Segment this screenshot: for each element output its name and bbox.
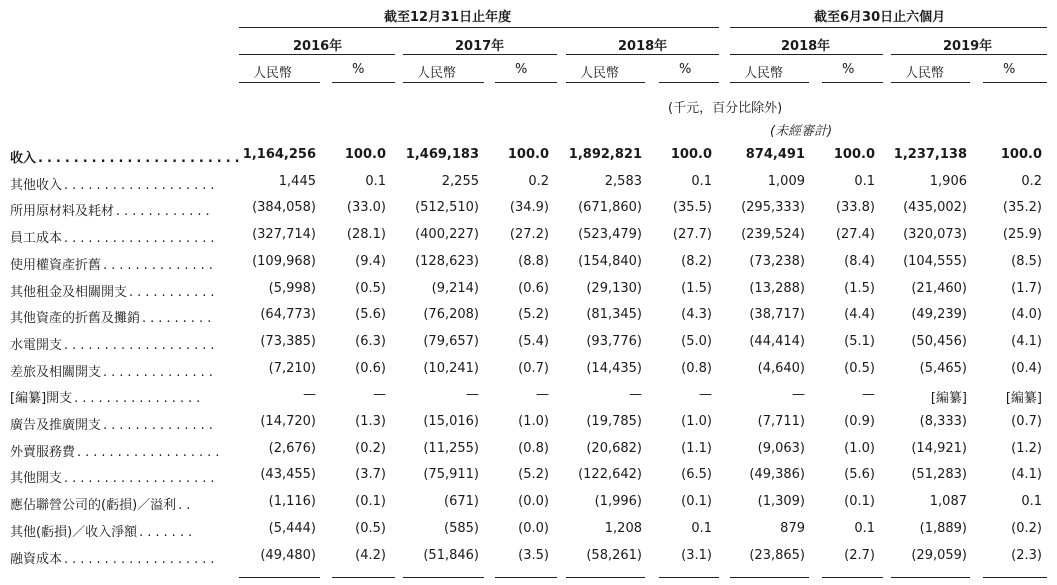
table-cell: (27.2) (509, 227, 549, 243)
table-cell: (0.6) (355, 360, 386, 376)
table-cell: (2,676) (268, 440, 316, 456)
year-header: 2018年 (618, 39, 668, 54)
row-label-text: 融資成本 (10, 551, 63, 567)
table-cell: (1,116) (268, 494, 316, 510)
table-cell: — (699, 387, 712, 403)
rmb-rule (730, 82, 809, 83)
table-cell: 0.1 (691, 520, 712, 536)
col-header-rmb: 人民幣 (417, 66, 457, 81)
table-cell: (8,333) (919, 414, 967, 429)
row-label-text: 應佔聯營公司的(虧損)／溢利 (10, 498, 177, 514)
table-cell: 100.0 (833, 147, 875, 162)
table-cell: 0.1 (1021, 494, 1042, 510)
table-cell: (0.8) (681, 360, 712, 376)
leader-dots: .. (178, 498, 195, 514)
table-cell: (7,711) (757, 414, 805, 429)
table-cell: (5.4) (518, 333, 549, 349)
row-label-text: 差旅及相關開支 (10, 364, 102, 380)
row-label (10, 307, 215, 326)
table-cell: (21,460) (911, 280, 967, 296)
leader-dots: ............ (116, 204, 214, 220)
table-cell: (1.3) (355, 414, 386, 429)
table-cell: (49,480) (260, 547, 316, 563)
table-cell: (2.3) (1011, 547, 1042, 563)
table-cell: (3.1) (681, 547, 712, 563)
bottom-rule-rmb (891, 577, 970, 578)
table-cell: (0.1) (355, 494, 386, 510)
table-cell: (4,640) (757, 360, 805, 376)
table-cell: 100.0 (507, 147, 549, 162)
table-cell: [編纂] (930, 391, 967, 407)
row-label (10, 227, 219, 246)
bottom-rule-rmb (239, 577, 320, 578)
table-cell: (38,717) (749, 307, 805, 323)
group-header-full-year: 截至12月31日止年度 (384, 10, 512, 25)
table-cell: 1,445 (278, 173, 316, 189)
table-cell: (8.2) (681, 253, 712, 269)
table-cell: (1.1) (681, 440, 712, 456)
table-cell: (29,130) (586, 280, 642, 296)
table-cell: (1.0) (844, 440, 875, 456)
leader-dots: ........... (129, 284, 219, 300)
table-cell: (2.7) (844, 547, 875, 563)
table-cell: — (862, 387, 875, 403)
leader-dots: ................ (74, 391, 205, 407)
table-cell: 1,469,183 (405, 147, 479, 162)
table-cell: 1,208 (604, 520, 642, 536)
table-cell: (435,002) (903, 200, 967, 216)
col-header-pct: % (1003, 62, 1016, 77)
table-cell: (1,996) (594, 494, 642, 510)
table-cell: (1,889) (919, 520, 967, 536)
table-cell: (671,860) (578, 200, 642, 216)
table-cell: (4.2) (355, 547, 386, 563)
table-cell: 1,009 (767, 173, 805, 189)
leader-dots: .............. (103, 364, 217, 380)
table-cell: 2,255 (441, 173, 479, 189)
row-label (10, 281, 218, 300)
row-label-text: 收入 (10, 151, 37, 166)
bottom-rule-pct (983, 577, 1047, 578)
table-cell: (81,345) (586, 307, 642, 323)
pct-rule (332, 82, 395, 83)
table-cell: (5.6) (355, 307, 386, 323)
table-cell: — (536, 387, 549, 403)
table-cell: (27.4) (835, 227, 875, 243)
row-label-text: 廣告及推廣開支 (10, 418, 102, 433)
leader-dots: .............. (103, 418, 217, 433)
table-cell: (43,455) (260, 467, 316, 483)
table-cell: (0.4) (1011, 360, 1042, 376)
row-label-text: 其他(虧損)／收入淨額 (10, 524, 138, 540)
rmb-rule (891, 82, 970, 83)
table-cell: (1.2) (1011, 440, 1042, 456)
row-label (10, 174, 219, 193)
table-cell: (0.7) (518, 360, 549, 376)
table-cell: (8.8) (518, 253, 549, 269)
table-cell: (6.5) (681, 467, 712, 483)
table-cell: (4.3) (681, 307, 712, 323)
table-cell: 100.0 (344, 147, 386, 162)
col-header-pct: % (352, 62, 365, 77)
table-cell: 874,491 (745, 147, 805, 162)
table-cell: (33.8) (835, 200, 875, 216)
rmb-rule (239, 82, 320, 83)
table-cell: (0.5) (844, 360, 875, 376)
table-cell: (0.8) (518, 440, 549, 456)
col-header-pct: % (515, 62, 528, 77)
table-cell: (5.2) (518, 307, 549, 323)
table-cell: 0.1 (854, 520, 875, 536)
table-cell: (122,642) (578, 467, 642, 483)
table-cell: (1.0) (681, 414, 712, 429)
leader-dots: ................... (64, 337, 219, 353)
table-cell: (23,865) (749, 547, 805, 563)
table-cell: [編纂] (1005, 391, 1042, 407)
table-cell: (295,333) (741, 200, 805, 216)
unit-note: (千元，百分比除外) (668, 101, 783, 116)
row-label (10, 441, 223, 460)
table-cell: (35.2) (1002, 200, 1042, 216)
col-header-rmb: 人民幣 (253, 66, 293, 81)
row-label (10, 254, 217, 273)
row-label-text: 水電開支 (10, 337, 63, 353)
table-cell: 2,583 (604, 173, 642, 189)
table-cell: 100.0 (670, 147, 712, 162)
table-cell: (27.7) (672, 227, 712, 243)
row-label-text: 其他開支 (10, 471, 63, 487)
table-cell: (320,073) (903, 227, 967, 243)
row-label (10, 494, 194, 513)
table-cell: (5,998) (268, 280, 316, 296)
col-header-pct: % (842, 62, 855, 77)
table-cell: (4.0) (1011, 307, 1042, 323)
table-cell: (4.1) (1011, 333, 1042, 349)
row-label (10, 521, 196, 540)
table-cell: (58,261) (586, 547, 642, 563)
table-cell: (8.4) (844, 253, 875, 269)
row-label (10, 147, 244, 166)
pct-rule (659, 82, 719, 83)
table-cell: (512,510) (415, 200, 479, 216)
row-label-text: 使用權資產折舊 (10, 257, 102, 273)
table-cell: (109,968) (252, 253, 316, 269)
table-cell: (5.2) (518, 467, 549, 483)
table-cell: (10,241) (423, 360, 479, 376)
table-cell: (1.0) (518, 414, 549, 429)
table-cell: (0.1) (844, 494, 875, 510)
table-cell: 100.0 (1000, 147, 1042, 162)
table-cell: (34.9) (509, 200, 549, 216)
table-cell: — (792, 387, 805, 403)
unaudited-note: (未經審計) (770, 124, 833, 139)
table-cell: (25.9) (1002, 227, 1042, 243)
table-cell: (104,555) (903, 253, 967, 269)
table-cell: (9.4) (355, 253, 386, 269)
row-label (10, 334, 219, 353)
table-cell: (1.5) (844, 280, 875, 296)
table-cell: (76,208) (423, 307, 479, 323)
table-cell: (585) (444, 520, 479, 536)
table-cell: (14,921) (911, 440, 967, 456)
table-cell: (33.0) (346, 200, 386, 216)
col-header-rmb: 人民幣 (744, 66, 784, 81)
row-label-text: 其他收入 (10, 177, 63, 193)
col-header-rmb: 人民幣 (580, 66, 620, 81)
table-cell: (4.1) (1011, 467, 1042, 483)
row-label (10, 414, 217, 433)
group-header-six-months: 截至6月30日止六個月 (814, 10, 946, 25)
pct-rule (822, 82, 883, 83)
table-cell: (0.5) (355, 520, 386, 536)
table-cell: 1,237,138 (893, 147, 967, 162)
table-cell: (384,058) (252, 200, 316, 216)
table-cell: 1,906 (929, 173, 967, 189)
table-cell: (19,785) (586, 414, 642, 429)
table-cell: (128,623) (415, 253, 479, 269)
row-label-text: [編纂]開支 (10, 391, 73, 407)
table-cell: (9,063) (757, 440, 805, 456)
col-header-pct: % (679, 62, 692, 77)
table-cell: (15,016) (423, 414, 479, 429)
table-cell: (20,682) (586, 440, 642, 456)
row-label-text: 外賣服務費 (10, 444, 76, 460)
bottom-rule-pct (659, 577, 719, 578)
table-cell: (0.1) (681, 494, 712, 510)
row-label-text: 員工成本 (10, 231, 63, 247)
table-cell: (5,444) (268, 520, 316, 536)
table-cell: (75,911) (423, 467, 479, 483)
table-cell: (4.4) (844, 307, 875, 323)
table-cell: (154,840) (578, 253, 642, 269)
table-cell: (5,465) (919, 360, 967, 376)
table-cell: — (373, 387, 386, 403)
table-cell: (239,524) (741, 227, 805, 243)
group-rule-six-months (730, 27, 1047, 28)
table-cell: (11,255) (423, 440, 479, 456)
year-rule (730, 54, 883, 55)
table-cell: (8.5) (1011, 253, 1042, 269)
table-cell: 0.2 (1021, 173, 1042, 189)
table-cell: (0.2) (355, 440, 386, 456)
table-cell: 1,892,821 (568, 147, 642, 162)
table-cell: (6.3) (355, 333, 386, 349)
table-cell: (5.6) (844, 467, 875, 483)
table-cell: — (466, 387, 479, 403)
bottom-rule-pct (495, 577, 557, 578)
year-header: 2019年 (943, 39, 993, 54)
table-cell: (0.9) (844, 414, 875, 429)
table-cell: (1,309) (757, 494, 805, 510)
leader-dots: ....... (139, 524, 197, 540)
bottom-rule-rmb (730, 577, 809, 578)
table-cell: (671) (444, 494, 479, 510)
table-cell: (0.2) (1011, 520, 1042, 536)
row-label (10, 200, 214, 219)
year-header: 2018年 (781, 39, 831, 54)
row-label-text: 其他資產的折舊及攤銷 (10, 311, 141, 327)
pct-rule (495, 82, 557, 83)
table-cell: (5.1) (844, 333, 875, 349)
table-cell: 1,164,256 (242, 147, 316, 162)
table-cell: (50,456) (911, 333, 967, 349)
table-cell: (93,776) (586, 333, 642, 349)
table-cell: 0.1 (365, 173, 386, 189)
bottom-rule-rmb (403, 577, 484, 578)
table-cell: (28.1) (346, 227, 386, 243)
table-cell: 0.1 (691, 173, 712, 189)
row-label-text: 所用原材料及耗材 (10, 204, 115, 220)
table-cell: 0.1 (854, 173, 875, 189)
bottom-rule-pct (822, 577, 883, 578)
year-header: 2016年 (293, 39, 343, 54)
year-header: 2017年 (455, 39, 505, 54)
leader-dots: .............. (103, 257, 217, 273)
col-header-rmb: 人民幣 (905, 66, 945, 81)
table-cell: 1,087 (929, 494, 967, 510)
table-cell: (5.0) (681, 333, 712, 349)
leader-dots: ................... (64, 551, 219, 567)
table-cell: (14,720) (260, 414, 316, 429)
year-rule (566, 54, 719, 55)
table-cell: (14,435) (586, 360, 642, 376)
leader-dots: ................... (64, 177, 219, 193)
table-cell: (400,227) (415, 227, 479, 243)
leader-dots: ......... (142, 311, 216, 327)
table-cell: — (303, 387, 316, 403)
row-label (10, 387, 204, 406)
row-label (10, 467, 219, 486)
year-rule (891, 54, 1047, 55)
table-cell: (0.0) (518, 520, 549, 536)
table-cell: (79,657) (423, 333, 479, 349)
leader-dots: .................. (77, 444, 224, 460)
year-rule (403, 54, 557, 55)
year-rule (239, 54, 395, 55)
table-cell: (3.5) (518, 547, 549, 563)
table-cell: (64,773) (260, 307, 316, 323)
table-cell: (0.5) (355, 280, 386, 296)
leader-dots: ....................... (38, 151, 244, 166)
table-cell: (49,239) (911, 307, 967, 323)
table-cell: (44,414) (749, 333, 805, 349)
table-cell: (0.0) (518, 494, 549, 510)
table-cell: (523,479) (578, 227, 642, 243)
table-cell: (35.5) (672, 200, 712, 216)
table-cell: (0.6) (518, 280, 549, 296)
table-cell: (73,385) (260, 333, 316, 349)
table-cell: (51,846) (423, 547, 479, 563)
table-cell: 879 (780, 520, 805, 536)
table-cell: (7,210) (268, 360, 316, 376)
leader-dots: ................... (64, 471, 219, 487)
table-cell: (13,288) (749, 280, 805, 296)
table-cell: (49,386) (749, 467, 805, 483)
table-cell: (1.5) (681, 280, 712, 296)
bottom-rule-pct (332, 577, 395, 578)
pct-rule (983, 82, 1047, 83)
table-cell: 0.2 (528, 173, 549, 189)
row-label (10, 361, 217, 380)
table-cell: (9,214) (431, 280, 479, 296)
table-cell: (0.7) (1011, 414, 1042, 429)
table-cell: (3.7) (355, 467, 386, 483)
rmb-rule (403, 82, 484, 83)
row-label (10, 548, 219, 567)
table-cell: (73,238) (749, 253, 805, 269)
group-rule-full-year (239, 27, 719, 28)
table-cell: — (629, 387, 642, 403)
table-cell: (327,714) (252, 227, 316, 243)
table-cell: (1.7) (1011, 280, 1042, 296)
row-label-text: 其他租金及相關開支 (10, 284, 128, 300)
bottom-rule-rmb (566, 577, 645, 578)
leader-dots: ................... (64, 231, 219, 247)
table-cell: (29,059) (911, 547, 967, 563)
table-cell: (51,283) (911, 467, 967, 483)
rmb-rule (566, 82, 645, 83)
